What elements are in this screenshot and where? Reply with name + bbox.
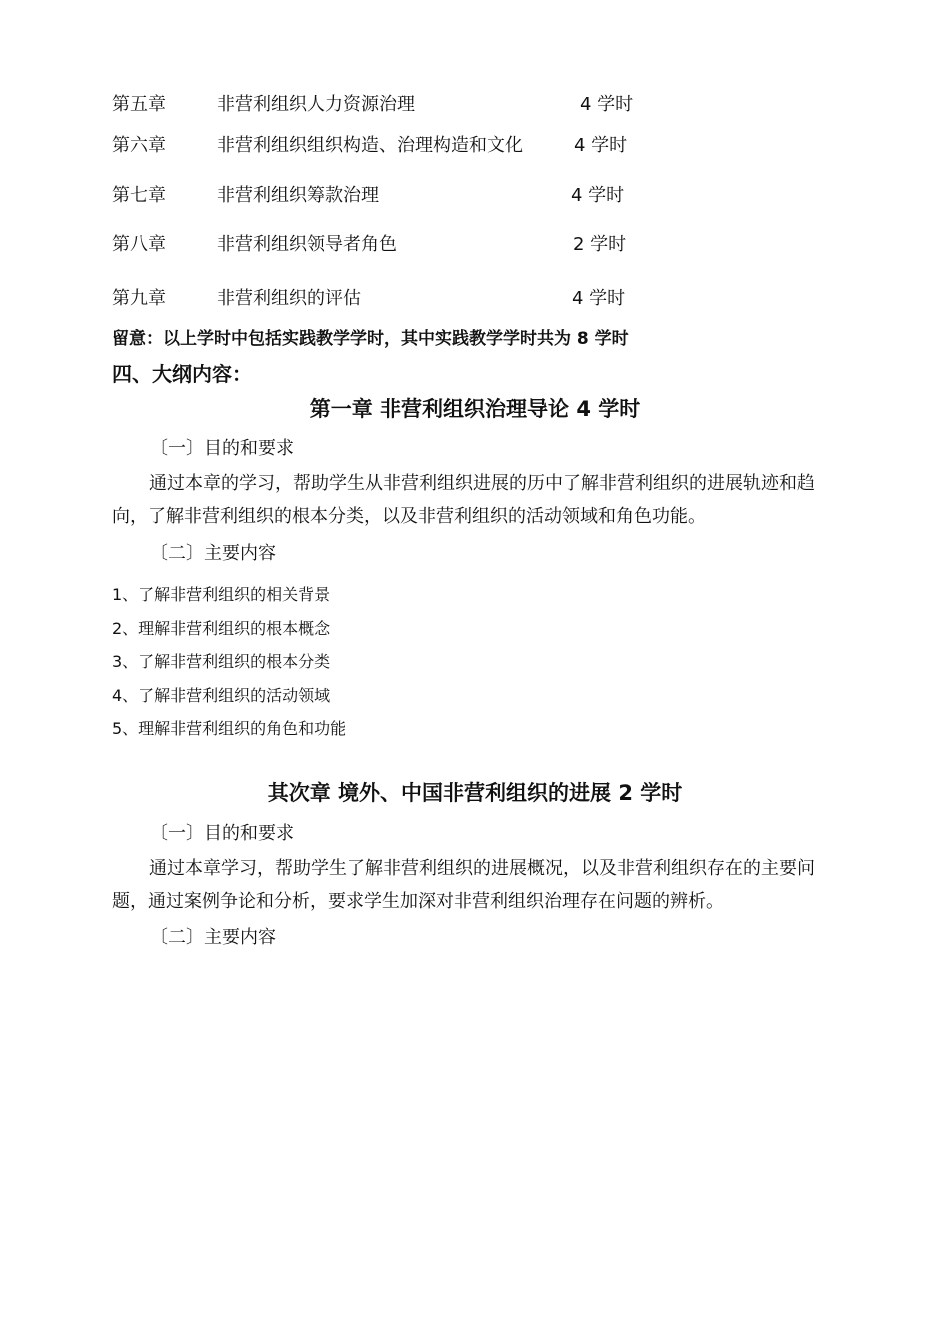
list-item: 4、了解非营利组织的活动领域 (112, 686, 331, 705)
section-heading: 四、大纲内容： (112, 362, 252, 386)
chapter-number: 第八章 (112, 234, 166, 255)
chapter-hours: 4 学时 (574, 135, 628, 156)
chapter-title: 非营利组织筹款治理 (217, 185, 379, 206)
chapter-number: 第七章 (112, 185, 166, 206)
list-item: 3、了解非营利组织的根本分类 (112, 652, 331, 671)
chapter-number: 第六章 (112, 135, 166, 156)
chapter1-content-subheading: 〔二〕主要内容 (150, 543, 276, 564)
chapter-hours: 2 学时 (573, 234, 627, 255)
chapter-hours: 4 学时 (572, 288, 626, 309)
chapter1-goals-subheading: 〔一〕目的和要求 (150, 438, 294, 459)
chapter-hours: 4 学时 (571, 185, 625, 206)
hours-note: 留意：以上学时中包括实践教学学时，其中实践教学学时共为 8 学时 (112, 329, 629, 349)
chapter-title: 非营利组织的评估 (217, 288, 361, 309)
chapter1-paragraph: 通过本章的学习，帮助学生从非营利组织进展的历中了解非营利组织的进展轨迹和趋向，了解非营利组织的根本分类，以及非营利组织的活动领域和角色功能。 (112, 473, 815, 527)
chapter2-heading: 其次章 境外、中国非营利组织的进展 2 学时 (267, 781, 683, 805)
chapter-title: 非营利组织领导者角色 (217, 234, 397, 255)
chapter-number: 第五章 (112, 94, 166, 115)
chapter1-heading: 第一章 非营利组织治理导论 4 学时 (309, 397, 641, 421)
list-item: 5、理解非营利组织的角色和功能 (112, 719, 347, 738)
chapter-hours: 4 学时 (580, 94, 634, 115)
chapter2-goals-subheading: 〔一〕目的和要求 (150, 823, 294, 844)
list-item: 2、理解非营利组织的根本概念 (112, 619, 331, 638)
chapter2-content-subheading: 〔二〕主要内容 (150, 927, 276, 948)
list-item: 1、了解非营利组织的相关背景 (112, 585, 331, 604)
chapter-title: 非营利组织人力资源治理 (217, 94, 415, 115)
chapter-title: 非营利组织组织构造、治理构造和文化 (217, 135, 523, 156)
chapter-number: 第九章 (112, 288, 166, 309)
chapter2-paragraph: 通过本章学习，帮助学生了解非营利组织的进展概况，以及非营利组织存在的主要问题，通过案例争论和分析，要求学生加深对非营利组织治理存在问题的辨析。 (112, 858, 815, 912)
